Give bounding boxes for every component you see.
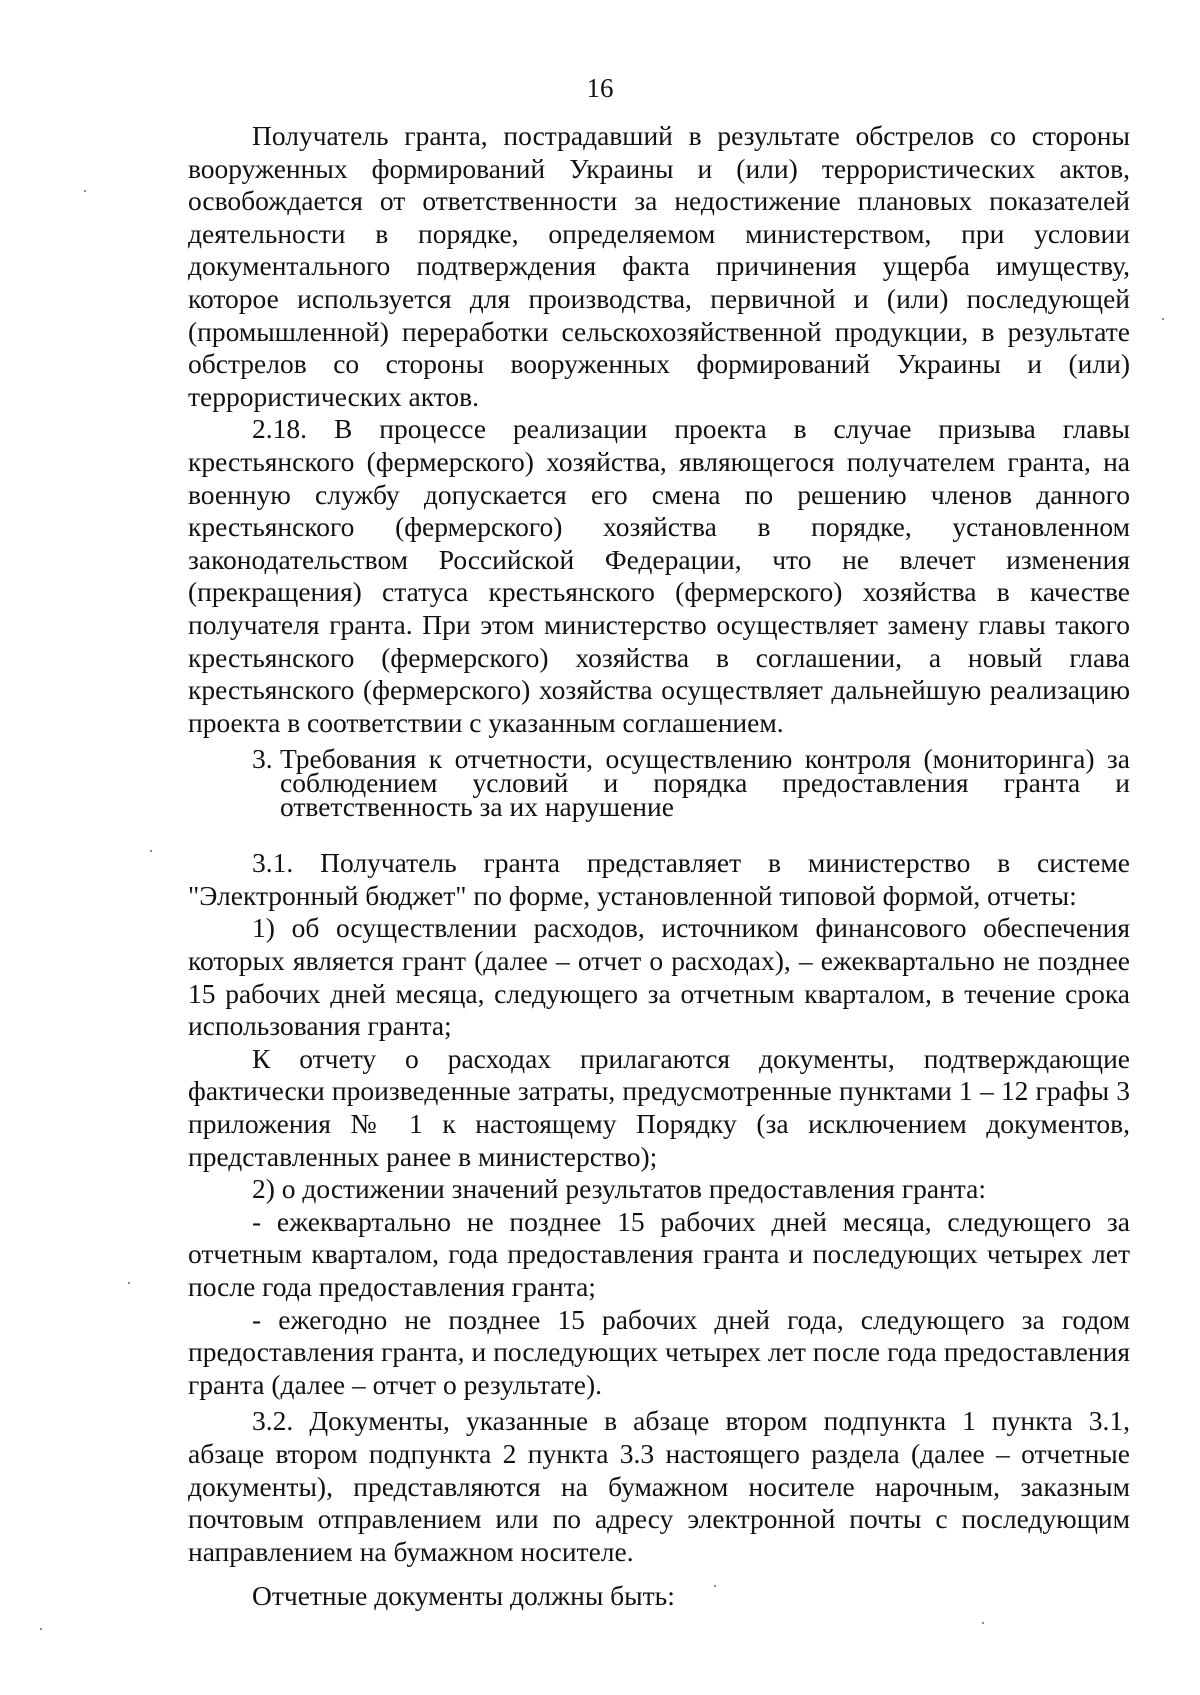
document-body (188, 120, 1130, 1613)
scan-speck (1162, 318, 1164, 320)
paragraph-results-report: 2) о достижении значений результатов предоставления гранта: (252, 1173, 987, 1205)
scan-speck (84, 190, 86, 192)
section-3-number: 3. (252, 743, 273, 775)
paragraph-expense-report: 1) об осуществлении расходов, источником финансового обеспечения которых является грант (далее – отчет о расходах), – ежеквартально не позднее 15 рабочих дней месяца, следующего за отчетным кварталом, в течение срока использования гранта; (188, 912, 1130, 1042)
scan-speck (150, 850, 152, 852)
scan-speck (40, 1628, 42, 1630)
page-number: 16 (586, 73, 614, 103)
paragraph-expense-attachments: К отчету о расходах прилагаются документы, подтверждающие фактически произведенные затраты, предусмотренные пунктами 1 – 12 графы 3 приложения № 1 к настоящему Порядку (за исключением документов, представленных ранее в министерство); (188, 1042, 1130, 1172)
paragraph-annual-deadline: - ежегодно не позднее 15 рабочих дней года, следующего за годом предоставления гранта, и последующих четырех лет после года предоставления гранта (далее – отчет о результате). (188, 1303, 1130, 1400)
paragraph-3-2: 3.2. Документы, указанные в абзаце втором подпункта 1 пункта 3.1, абзаце втором подпункта 2 пункта 3.3 настоящего раздела (далее – отчетные документы), представляются на бумажном носителе нарочным, заказным почтовым отправлением или по адресу электронной почты с последующим направлением на бумажном носителе. (188, 1405, 1130, 1567)
paragraph-quarterly-deadline: - ежеквартально не позднее 15 рабочих дней месяца, следующего за отчетным кварталом, года предоставления гранта и последующих четырех лет после года предоставления гранта; (188, 1205, 1130, 1302)
paragraph-3-1: 3.1. Получатель гранта представляет в министерство в системе "Электронный бюджет" по форме, установленной типовой формой, отчеты: (188, 847, 1130, 911)
paragraph-grant-recipient-exemption: Получатель гранта, пострадавший в результате обстрелов со стороны вооруженных формирований Украины и (или) террористических актов, освобождается от ответственности за недостижение плановых показателей деятельности в порядке, определяемом министерством, при условии документального подтверждения факта причинения ущерба имуществу, которое используется для производства, первичной и (или) последующей (промышленной) переработки сельскохозяйственной продукции, в результате обстрелов со стороны вооруженных формирований Украины и (или) террористических актов. (188, 120, 1130, 412)
paragraph-2-18: 2.18. В процессе реализации проекта в случае призыва главы крестьянского (фермерского) хозяйства, являющегося получателем гранта, на военную службу допускается его смена по решению членов данного крестьянского (фермерского) хозяйства в порядке, установленном законодательством Российской Федерации, что не влечет изменения (прекращения) статуса крестьянского (фермерского) хозяйства в качестве получателя гранта. При этом министерство осуществляет замену главы такого крестьянского (фермерского) хозяйства в соглашении, а новый глава крестьянского (фермерского) хозяйства осуществляет дальнейшую реализацию проекта в соответствии с указанным соглашением. (188, 413, 1130, 738)
scan-speck (714, 1585, 716, 1587)
section-3-title: Требования к отчетности, осуществлению контроля (мониторинга) за соблюдением условий и порядка предоставления гранта и ответственность за их нарушение (280, 743, 1130, 823)
scan-speck (982, 1622, 984, 1624)
section-3-heading (188, 743, 1130, 823)
paragraph-report-requirements: Отчетные документы должны быть: (252, 1580, 675, 1612)
scan-speck (128, 1282, 130, 1284)
